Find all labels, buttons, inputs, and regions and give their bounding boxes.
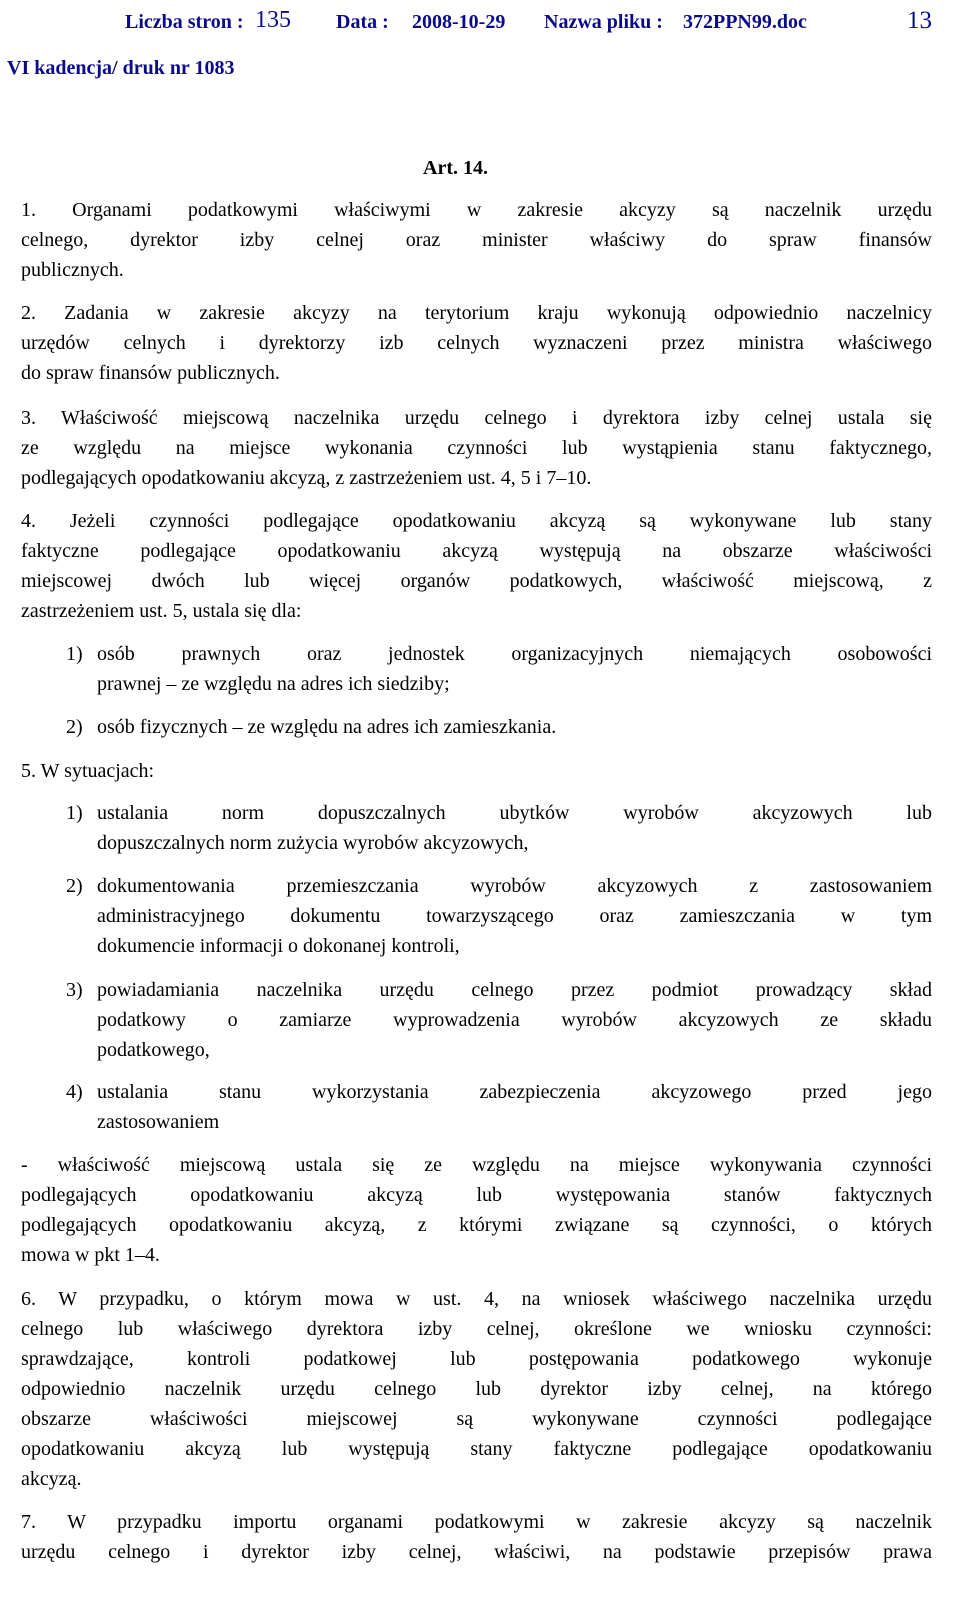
text-line: mowa w pkt 1–4. <box>21 1244 160 1266</box>
pages-value: 135 <box>255 7 291 33</box>
text-line: zastrzeżeniem ust. 5, ustala się dla: <box>21 600 302 622</box>
text-line: 2. Zadania w zakresie akcyzy na terytorium kraju wykonują odpowiednio naczelnicy <box>21 302 932 324</box>
text-line: urzędów celnych i dyrektorzy izb celnych wyznaczeni przez ministra właściwego <box>21 332 932 354</box>
text-line: - właściwość miejscową ustala się ze względu na miejsce wykonywania czynności <box>21 1154 932 1176</box>
pages-label: Liczba stron : <box>125 11 244 33</box>
text-line: 6. W przypadku, o którym mowa w ust. 4, na wniosek właściwego naczelnika urzędu <box>21 1288 932 1310</box>
text-line: 4. Jeżeli czynności podlegające opodatkowaniu akcyzą są wykonywane lub stany <box>21 510 932 532</box>
date-value: 2008-10-29 <box>412 11 506 33</box>
paragraph-3 <box>21 403 932 493</box>
text-line: dokumencie informacji o dokonanej kontroli, <box>97 935 460 957</box>
text-line: akcyzą. <box>21 1468 82 1490</box>
list-item <box>66 975 932 1065</box>
text-line: osób fizycznych – ze względu na adres ich zamieszkania. <box>97 716 557 738</box>
date-label: Data : <box>336 11 389 33</box>
text-line: do spraw finansów publicznych. <box>21 362 280 384</box>
text-line: podlegających opodatkowaniu akcyzą lub występowania stanów faktycznych <box>21 1184 932 1206</box>
text-line: publicznych. <box>21 259 124 281</box>
text-line: celnego lub właściwego dyrektora izby celnej, określone we wniosku czynności: <box>21 1318 932 1340</box>
text-line: ustalania norm dopuszczalnych ubytków wyrobów akcyzowych lub <box>97 802 932 824</box>
text-line: ze względu na miejsce wykonania czynności lub wystąpienia stanu faktycznego, <box>21 437 932 459</box>
paragraph-5-tail <box>21 1150 932 1270</box>
text-line: obszarze właściwości miejscowej są wykonywane czynności podlegające <box>21 1408 932 1430</box>
text-line: podatkowego, <box>97 1039 210 1061</box>
list-item <box>66 871 932 961</box>
text-line: 3. Właściwość miejscową naczelnika urzędu celnego i dyrektora izby celnej ustala się <box>21 407 932 429</box>
paragraph-7 <box>21 1507 932 1567</box>
list-number: 4) <box>66 1081 83 1103</box>
text-line: opodatkowaniu akcyzą lub występują stany faktyczne podlegające opodatkowaniu <box>21 1438 932 1460</box>
text-line: podlegających opodatkowaniu akcyzą, z zastrzeżeniem ust. 4, 5 i 7–10. <box>21 467 592 489</box>
text-line: 7. W przypadku importu organami podatkowymi w zakresie akcyzy są naczelnik <box>21 1511 932 1533</box>
paragraph-4 <box>21 506 932 626</box>
text-line: 1. Organami podatkowymi właściwymi w zakresie akcyzy są naczelnik urzędu <box>21 199 932 221</box>
paragraph-1 <box>21 195 932 285</box>
text-line: osób prawnych oraz jednostek organizacyjnych niemających osobowości <box>97 643 932 665</box>
list-number: 1) <box>66 643 83 665</box>
text-line: administracyjnego dokumentu towarzyszącego oraz zamieszczania w tym <box>97 905 932 927</box>
list-item <box>66 712 932 742</box>
term-print-number: VI kadencja/ druk nr 1083 <box>7 57 235 79</box>
text-line: sprawdzające, kontroli podatkowej lub postępowania podatkowego wykonuje <box>21 1348 932 1370</box>
text-line: podatkowy o zamiarze wyprowadzenia wyrobów akcyzowych ze składu <box>97 1009 932 1031</box>
list-item <box>66 639 932 699</box>
file-value: 372PPN99.doc <box>683 11 807 33</box>
text-line: urzędu celnego i dyrektor izby celnej, właściwi, na podstawie przepisów prawa <box>21 1541 932 1563</box>
text-line: dopuszczalnych norm zużycia wyrobów akcyzowych, <box>97 832 529 854</box>
list-number: 2) <box>66 716 83 738</box>
page-number: 13 <box>907 7 932 34</box>
text-line: faktyczne podlegające opodatkowaniu akcyzą występują na obszarze właściwości <box>21 540 932 562</box>
text-line: podlegających opodatkowaniu akcyzą, z którymi związane są czynności, o których <box>21 1214 932 1236</box>
text-line: odpowiednio naczelnik urzędu celnego lub dyrektor izby celnej, na którego <box>21 1378 932 1400</box>
list-number: 2) <box>66 875 83 897</box>
paragraph-2 <box>21 298 932 388</box>
text-line: powiadamiania naczelnika urzędu celnego przez podmiot prowadzący skład <box>97 979 932 1001</box>
text-line: celnego, dyrektor izby celnej oraz minister właściwy do spraw finansów <box>21 229 932 251</box>
list-number: 3) <box>66 979 83 1001</box>
text-line: dokumentowania przemieszczania wyrobów akcyzowych z zastosowaniem <box>97 875 932 897</box>
text-line: ustalania stanu wykorzystania zabezpieczenia akcyzowego przed jego <box>97 1081 932 1103</box>
article-title: Art. 14. <box>423 157 488 179</box>
file-label: Nazwa pliku : <box>544 11 663 33</box>
list-item <box>66 1077 932 1137</box>
list-number: 1) <box>66 802 83 824</box>
paragraph-5-lead: 5. W sytuacjach: <box>21 760 155 782</box>
text-line: zastosowaniem <box>97 1111 220 1133</box>
text-line: prawnej – ze względu na adres ich siedziby; <box>97 673 450 695</box>
list-item <box>66 798 932 858</box>
paragraph-6 <box>21 1284 932 1494</box>
text-line: miejscowej dwóch lub więcej organów podatkowych, właściwość miejscową, z <box>21 570 932 592</box>
